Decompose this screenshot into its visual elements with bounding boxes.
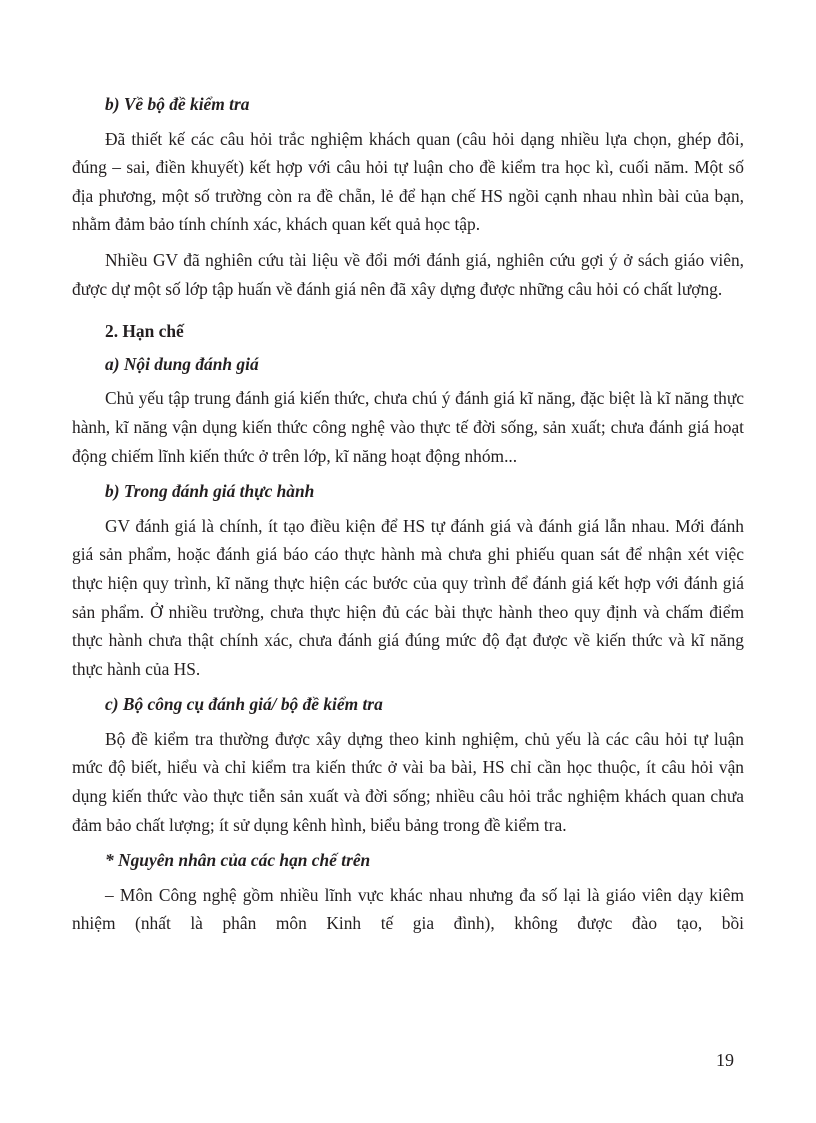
heading-a-noi-dung-danh-gia: a) Nội dung đánh giá [105,353,259,374]
paragraph-gv-danh-gia: GV đánh giá là chính, ít tạo điều kiện để HS tự đánh giá và đánh giá lẫn nhau. Mới đánh giá sản phẩm, hoặc đánh giá báo cáo thực hành mà chưa ghi phiếu quan sát để nhận xét việc thực hiện quy trình, kĩ năng thực hiện các bước của quy trình để đánh giá kết hợp với đánh giá sản phẩm. Ở nhiều trường, chưa thực hiện đủ các bài thực hành theo quy định và chấm điểm thực hành chưa thật chính xác, chưa đánh giá đúng mức độ đạt được về kiến thức và kĩ năng thực hành của HS. [72,515,744,679]
heading-b-danh-gia-thuc-hanh: b) Trong đánh giá thực hành [105,481,315,502]
heading-b-bo-de-kiem-tra: b) Về bộ đề kiểm tra [105,94,250,114]
page-number: 19 [716,1050,734,1070]
paragraph-bo-de-kiem-tra: Bộ đề kiểm tra thường được xây dựng theo kinh nghiệm, chủ yếu là các câu hỏi tự luận mức độ biết, hiểu và chỉ kiểm tra kiến thức ở vài ba bài, HS chỉ cần học thuộc, ít câu hỏi vận dụng kiến thức vào thực tiễn sản xuất và đời sống; nhiều câu hỏi trắc nghiệm khách quan chưa đảm bảo chất lượng; ít sử dụng kênh hình, biểu bảng trong đề kiểm tra. [72,728,744,835]
paragraph-mon-cong-nghe: – Môn Công nghệ gồm nhiều lĩnh vực khác nhau nhưng đa số lại là giáo viên dạy kiêm nhiệm (nhất là phân môn Kinh tế gia đình), không được đào tạo, bồi [72,884,744,934]
paragraph-nhieu-gv: Nhiều GV đã nghiên cứu tài liệu về đổi mới đánh giá, nghiên cứu gợi ý ở sách giáo viên, được dự một số lớp tập huấn về đánh giá nên đã xây dựng được những câu hỏi có chất lượng. [72,249,744,299]
document-page [72,90,744,945]
heading-2-han-che: 2. Hạn chế [105,321,184,342]
paragraph-chu-yeu: Chủ yếu tập trung đánh giá kiến thức, chưa chú ý đánh giá kĩ năng, đặc biệt là kĩ năng thực hành, kĩ năng vận dụng kiến thức công nghệ vào thực tế đời sống, sản xuất; chưa đánh giá hoạt động chiếm lĩnh kiến thức ở trên lớp, kĩ năng hoạt động nhóm... [72,388,744,466]
paragraph-thiet-ke-cau-hoi: Đã thiết kế các câu hỏi trắc nghiệm khách quan (câu hỏi dạng nhiều lựa chọn, ghép đôi, đúng – sai, điền khuyết) kết hợp với câu hỏi tự luận cho đề kiểm tra học kì, cuối năm. Một số địa phương, một số trường còn ra đề chẵn, lẻ để hạn chế HS ngồi cạnh nhau nhìn bài của bạn, nhằm đảm bảo tính chính xác, khách quan kết quả học tập. [72,128,744,235]
heading-nguyen-nhan: * Nguyên nhân của các hạn chế trên [105,850,371,871]
heading-c-bo-cong-cu: c) Bộ công cụ đánh giá/ bộ đề kiểm tra [105,694,383,715]
